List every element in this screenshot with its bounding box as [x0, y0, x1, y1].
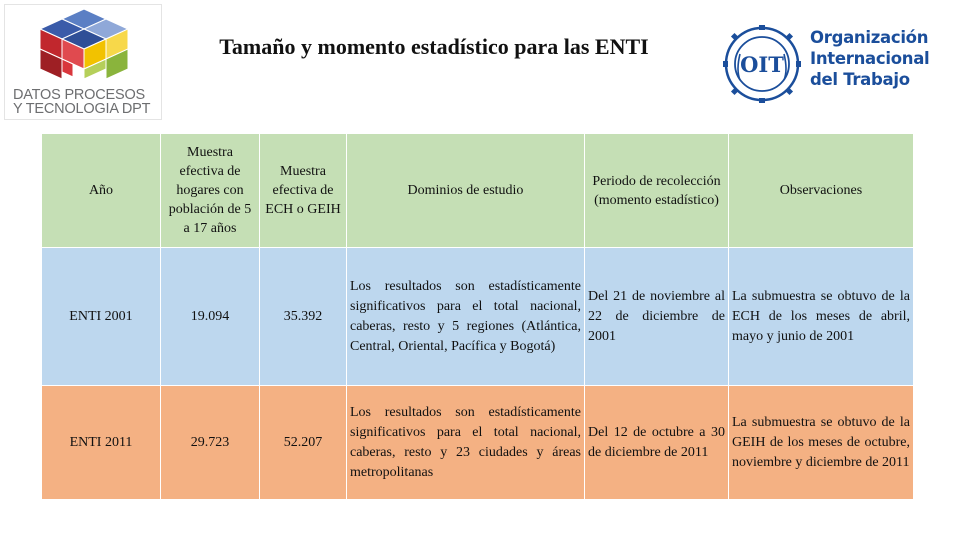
oit-name-line1: Organización: [810, 28, 929, 47]
cell-observaciones: La submuestra se obtuvo de la ECH de los meses de abril, mayo y junio de 2001: [729, 248, 914, 386]
header-anio: Año: [42, 134, 161, 248]
dpt-cube-icon: [5, 5, 163, 85]
table-row: [42, 386, 914, 500]
cell-observaciones: La submuestra se obtuvo de la GEIH de los meses de octubre, noviembre y diciembre de 2011: [729, 386, 914, 500]
header-hogares: Muestra efectiva de hogares con población de 5 a 17 años: [161, 134, 260, 248]
enti-table: [41, 133, 914, 500]
table-header-row: [42, 134, 914, 248]
table-row: [42, 248, 914, 386]
svg-text:OIT: OIT: [740, 52, 784, 77]
cell-muestra: 52.207: [260, 386, 347, 500]
oit-emblem-icon: [718, 24, 806, 104]
header-observaciones: Observaciones: [729, 134, 914, 248]
cell-anio: ENTI 2001: [42, 248, 161, 386]
oit-name: [810, 27, 950, 90]
cell-hogares: 19.094: [161, 248, 260, 386]
header-dominios: Dominios de estudio: [347, 134, 585, 248]
dpt-logo-line2: Y TECNOLOGIA DPT: [13, 101, 151, 117]
oit-name-line2: Internacional: [810, 49, 930, 68]
dpt-logo-line1: DATOS PROCESOS: [13, 87, 146, 103]
cell-periodo: Del 12 de octubre a 30 de diciembre de 2011: [585, 386, 729, 500]
oit-logo: [718, 24, 948, 104]
cell-dominios: Los resultados son estadísticamente significativos para el total nacional, caberas, resto y 23 ciudades y áreas metropolitanas: [347, 386, 585, 500]
cell-dominios: Los resultados son estadísticamente significativos para el total nacional, caberas, resto y 5 regiones (Atlántica, Central, Oriental, Pacífica y Bogotá): [347, 248, 585, 386]
cell-periodo: Del 21 de noviembre al 22 de diciembre de 2001: [585, 248, 729, 386]
cell-hogares: 29.723: [161, 386, 260, 500]
oit-name-line3: del Trabajo: [810, 70, 910, 89]
page-title: Tamaño y momento estadístico para las ENTI: [219, 34, 649, 59]
header-periodo: Periodo de recolección (momento estadístico): [585, 134, 729, 248]
cell-muestra: 35.392: [260, 248, 347, 386]
dpt-logo: [4, 4, 162, 120]
cell-anio: ENTI 2011: [42, 386, 161, 500]
header-muestra: Muestra efectiva de ECH o GEIH: [260, 134, 347, 248]
